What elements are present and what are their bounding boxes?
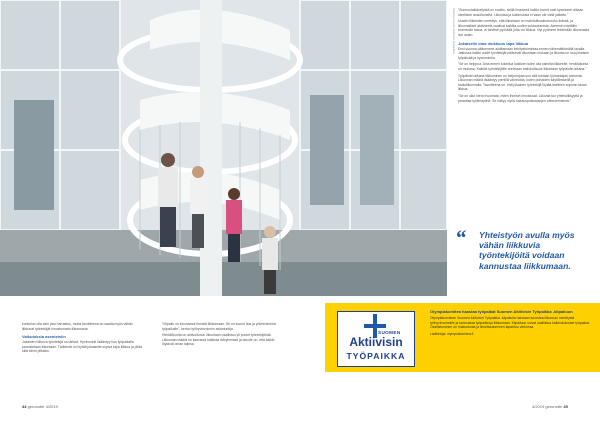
info-box-text (430, 309, 592, 338)
paragraph: kuntoilun olla vain yksi harrastus, mutta tavoitteena on saada myös vähän liikkuvat työntekijät innostumaan liikunnasta. (22, 322, 133, 331)
magazine-name: geronotte (545, 404, 563, 409)
photo-credit: Teksti ja kuvat: Aktiivisin työpaikka (452, 8, 456, 54)
section-heading: Jokaiselle oma niukkuus tapa liikkua (458, 40, 529, 46)
paragraph: "Sunnuntaikävelyistä on sovittu, siellä ilmeisesti kaikki toverit ovat kyseiseen aikaan oleellisen ansioituneita. Liikuntaa ja tutkimuksia ei vaan ole vielä jatkettu." (458, 8, 584, 17)
issue-number: 4/2019 (532, 404, 545, 409)
section-heading: Vaikutuksia asenteisiin (22, 334, 66, 340)
magazine-name: geronotte (27, 404, 45, 409)
logo-aktiivisin-text: Aktiivisin (349, 335, 403, 349)
paragraph: Henkilökunta on aktivoitunut: liikuntaan osallistuu yli puolet työntekijöistä. Liikunnan määrä on kasvanut kaikissa ikäryhmissä ja tavoite on, että kaikki löytävät oman lajinsa. (162, 333, 275, 347)
quote-mark-icon: “ (455, 225, 466, 250)
right-text-column (458, 8, 590, 105)
page-number: 45 (563, 404, 568, 409)
logo-tyopaikka-text: TYÖPAIKKA (346, 351, 406, 361)
paragraph: Uusien liikkeiden merkitys, että liikuntaan on mahdollisuuksia koko ikänsä, ja liikunnalliset aktiviteetit vaativat kaikilta uuden suhtautumista. Aiemmin mietittiin enemmän tasoa, ei tarvitse pyöräillä jotta voi liikkua. Nyt pyrimme tekemään liikunnasta ilon asian. (458, 19, 589, 37)
footer-left (22, 404, 58, 409)
info-box-link[interactable]: Lisätietoja: olympiakomitea.fi (430, 331, 474, 336)
paragraph: Jokainen liikkuva työntekijä on tärkeä. Hyvinvointi lisääntyy kun työpaikalla panostetaan liikuntaan. Tärkeintä on löytää jokaiselle sopiva tapa liikkua ja pitää siitä kiinni pitkään. (22, 340, 143, 354)
pull-quote-text: Yhteistyön avulla myös vähän liikkuvia työntekijöitä voidaan kannustaa liikkumaan. (479, 230, 575, 271)
paragraph: Työpäivän aikana liikkuminen on helpompaa kun sitä tuetaan työnantajan toimesta. Liikunnan määrä lisääntyy pienillä valinnoilla, kuten portaiden käyttämisellä ja taukoliikunnalla. Tavoitteena on, että jokainen työntekijä löytää itselleen sopivan tavan liikkua. (458, 73, 587, 92)
issue-number: 4/2019 (45, 404, 58, 409)
paragraph: Ensi vuonna pääsemme aloittamaan kehitystoimintaa ennen näkemättömällä tavalla. Jatkossa kaikki uudet työntekijät pääsevät liikuntaan mukaan ja liikunta on osa jokaisen työpäivää ja hyvinvointia. (458, 46, 589, 60)
info-box-lead: Olympiakomitea haastaa työpaikat Suomen Aktiivisin Työpaikka -kilpailuun (430, 309, 573, 314)
info-box-body: Olympiakomitean Suomen Aktiivisin Työpaikka -kilpailulla halutaan korostaa liikunnan merkitystä työhyvinvoinnille ja kannustaa työpaikkoja liikkumaan. Kilpailuun voivat osallistua kaikenkokoiset työpaikat. Osallistuminen on maksutonta ja ilmoittautuminen tapahtuu verkossa. (430, 316, 590, 330)
logo-suomen-text: SUOMEN (378, 330, 401, 335)
paragraph: "Se on helppoa. Aina ennen kokeilua kaikkien tulee olla valmiita liikkeelle, henkilökunta on mukana. Kaikille työntekijöille annetaan mahdollisuus liikuntaan työpäivän aikana." (458, 62, 589, 71)
left-text-column-1 (22, 322, 142, 356)
info-box (325, 303, 600, 372)
footer-right (532, 404, 568, 409)
page-number: 44 (22, 404, 27, 409)
paragraph: "Se on ollut hieno huomata, miten ihmiset innostuvat. Liikunta tuo yhteisöllisyyttä ja parantaa työilmapiiriä. Se näkyy myös sairauspoissaolojen vähenemisenä." (458, 93, 583, 103)
aktiivisin-tyopaikka-logo (337, 311, 415, 367)
left-text-column-2 (162, 322, 282, 349)
paragraph: "Kilpailu on innostanut ihmisiä liikkumaan. Se on tuonut iloa ja yhteishenkeä työpaikalle", kertoo työhyvinvoinnin asiantuntija. (162, 322, 276, 331)
